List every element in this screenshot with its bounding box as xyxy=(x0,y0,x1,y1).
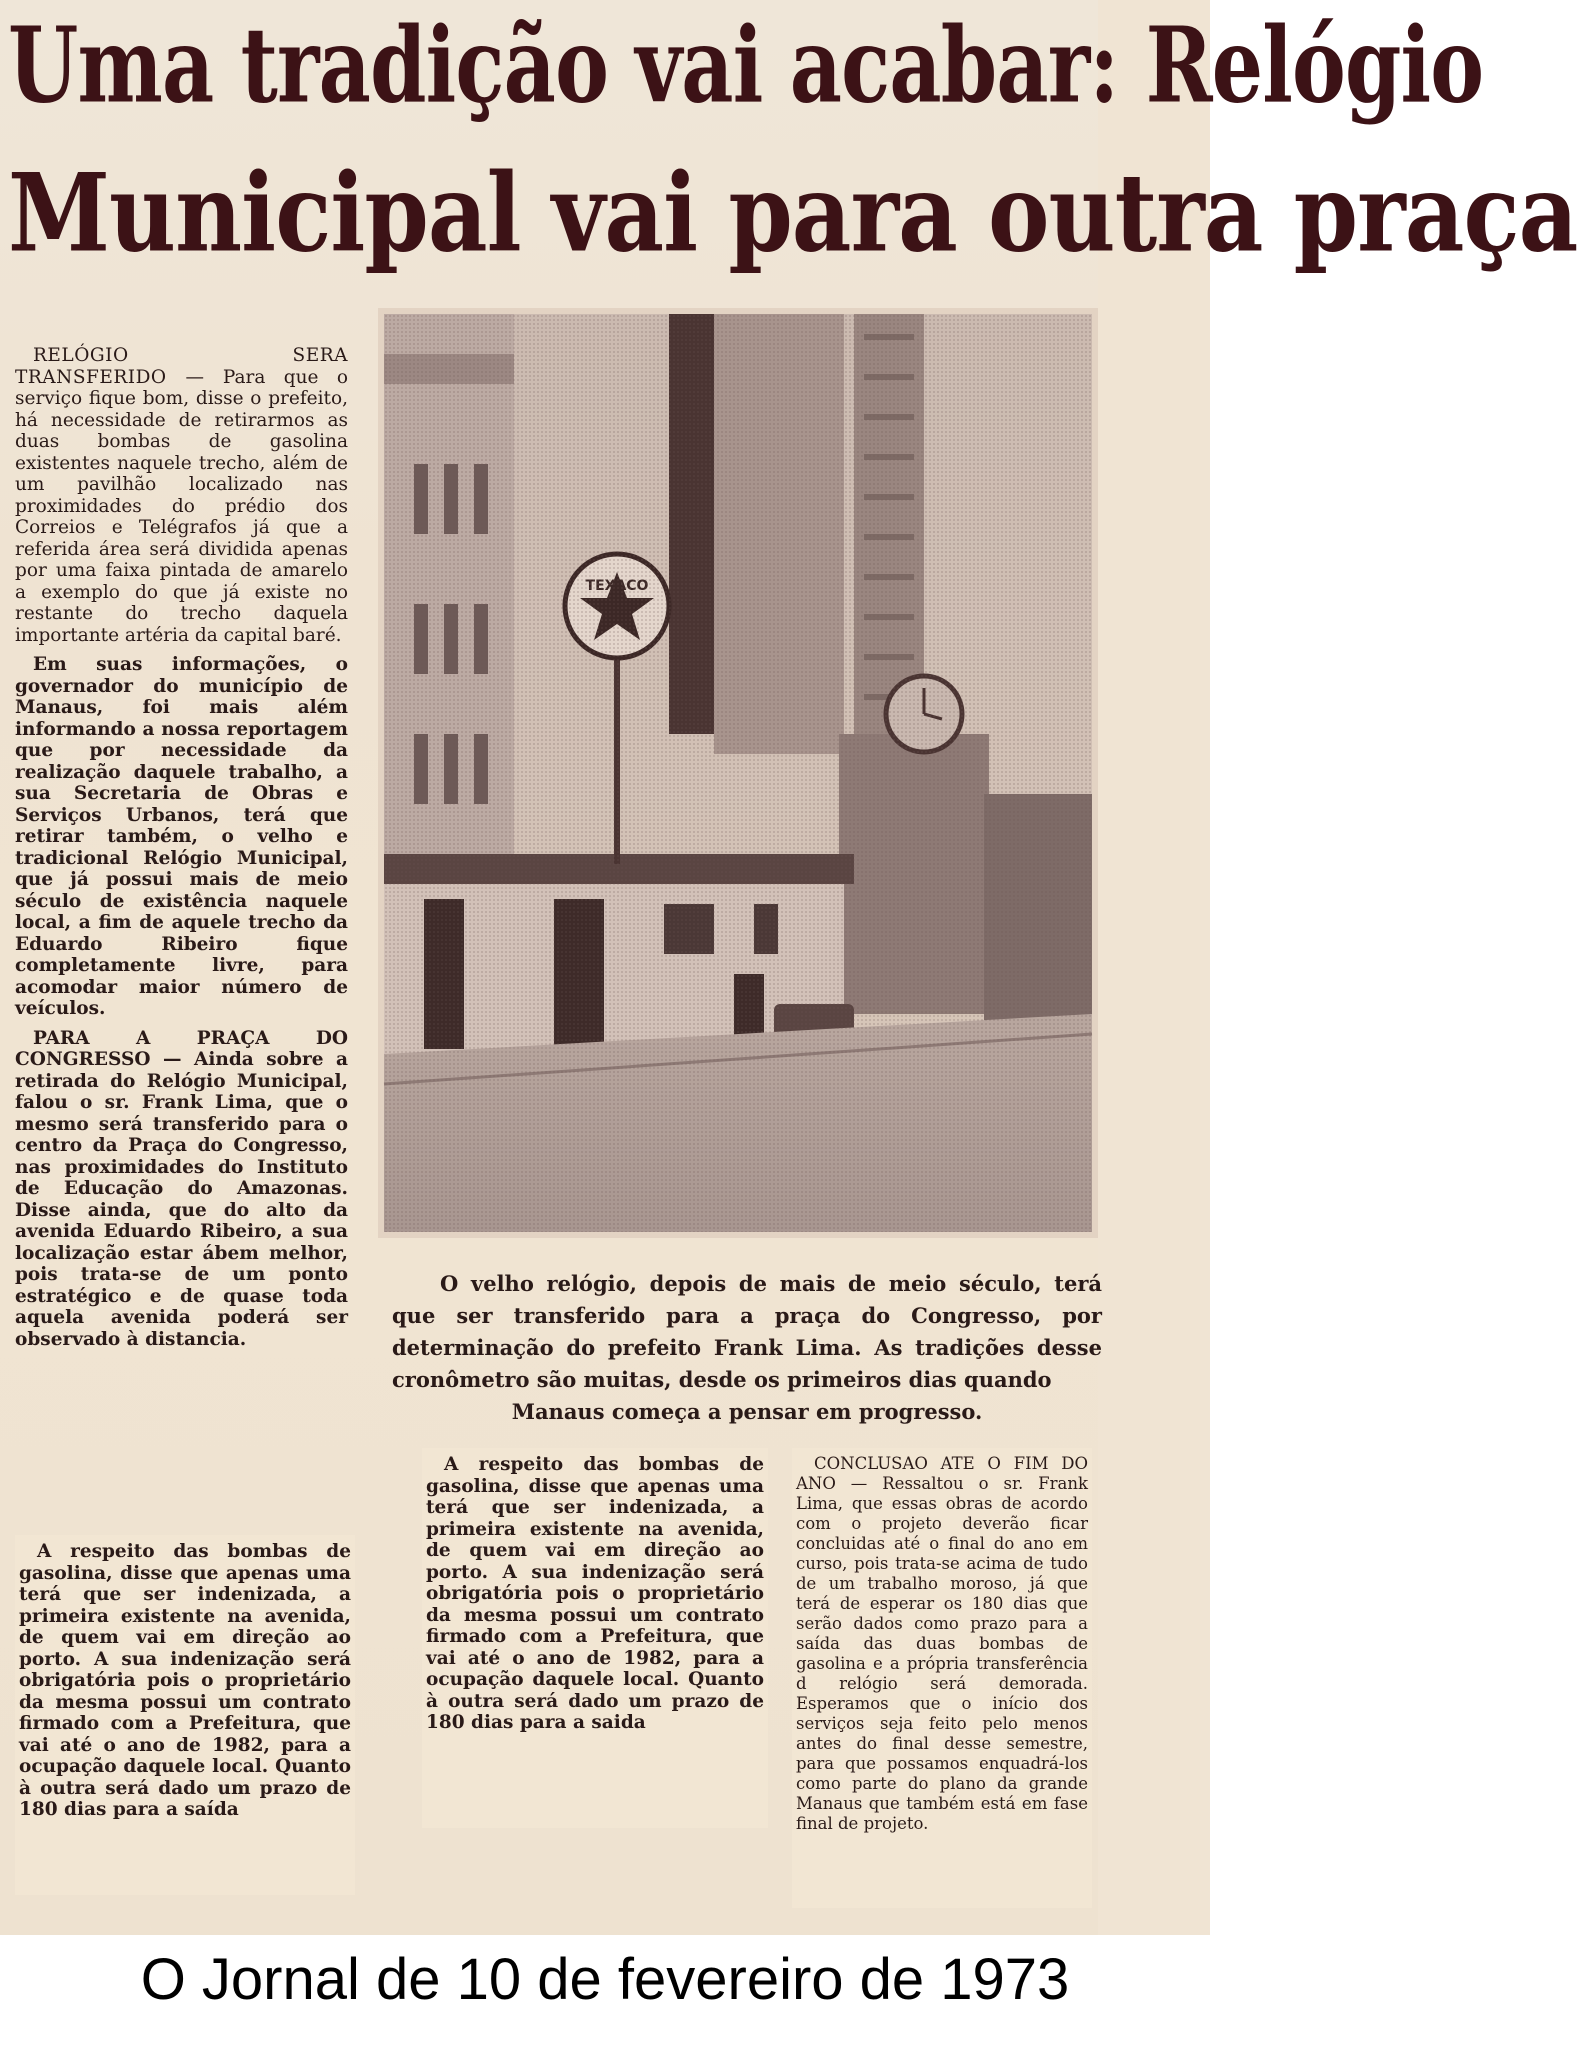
halftone-screen xyxy=(384,314,1092,1232)
paragraph-governador: Em suas informações, o governador do município de Manaus, foi mais além informando a nossa reportagem que por necessidade da realização daquele trabalho, a sua Secretaria de Obras e Serviços Urbanos, terá que retirar também, o velho e tradicional Relógio Municipal, que já possui mais de meio século de existência naquele local, a fim de aquele trecho da Eduardo Ribeiro fique completamente livre, para acomodar maior número de veículos. xyxy=(15,654,348,1019)
article-column-left xyxy=(15,345,348,1515)
paragraph-text: Ressaltou o sr. Frank Lima, que essas obras de acordo com o projeto deverão ficar concluidas até o final do ano em curso, pois trata-se acima de tudo de um trabalho moroso, já que terá de esperar os 180 dias que serão dados como prazo para a saída das duas bombas de gasolina e a própria transferência d relógio será demorada. Esperamos que o início dos serviços seja feito pelo menos antes do final desse semestre, para que possamos enquadrá-los como parte do plano da grande Manaus que também está em fase final de projeto. xyxy=(796,1474,1088,1833)
caption-last-line: Manaus começa a pensar em progresso. xyxy=(511,1399,983,1424)
subhead-relogio-transferido: RELÓGIO SERA TRANSFERIDO — xyxy=(15,345,348,388)
paragraph-bombas-gasolina: A respeito das bombas de gasolina, disse que apenas uma terá que ser indenizada, a primeira existente na avenida, de quem vai em direção ao porto. A sua indenização será obrigatória pois o proprietário da mesma possui um contrato firmado com a Prefeitura, que vai até o ano de 1982, para a ocupação daquele local. Quanto à outra será dado um prazo de 180 dias para a saída xyxy=(19,1541,351,1820)
paragraph-text: Ainda sobre a retirada do Relógio Municipal, falou o sr. Frank Lima, que o mesmo será transferido para o centro da Praça do Congresso, nas proximidades do Instituto de Educação do Amazonas. Disse ainda, que do alto da avenida Eduardo Ribeiro, a sua localização estar ábem melhor, pois trata-se de um ponto estratégico e de quase toda aquela avenida poderá ser observado à distancia. xyxy=(15,1049,348,1350)
news-photo xyxy=(378,308,1098,1238)
paragraph-relogio-transferido xyxy=(15,345,348,646)
headline-line-1: Uma tradição vai acabar: Relógio xyxy=(8,4,1484,127)
paragraph-conclusao xyxy=(796,1454,1088,1834)
article-column-left-bottom xyxy=(15,1535,355,1895)
caption-text: O velho relógio, depois de mais de meio século, terá que ser transferido para a praça do Congresso, por determinação do prefeito Frank Lima. As tradições desse cronômetro são muitas, desde os primeiros dias quando xyxy=(392,1271,1102,1392)
paper-margin xyxy=(1098,0,1210,1935)
headline-line-2: Municipal vai para outra praça xyxy=(8,149,1577,277)
paragraph-bombas-gasolina-duplicate: A respeito das bombas de gasolina, disse que apenas uma terá que ser indenizada, a primeira existente na avenida, de quem vai em direção ao porto. A sua indenização será obrigatória pois o proprietário da mesma possui um contrato firmado com a Prefeitura, que vai até o ano de 1982, para a ocupação daquele local. Quanto à outra será dado um prazo de 180 dias para a saida xyxy=(426,1454,764,1733)
street-photo xyxy=(384,314,1092,1232)
paragraph-text: Para que o serviço fique bom, disse o prefeito, há necessidade de retirarmos as duas bombas de gasolina existentes naquele trecho, além de um pavilhão localizado nas proximidades do prédio dos Correios e Telégrafos já que a referida área será dividida apenas por uma faixa pintada de amarelo a exemplo do que já existe no restante do trecho daquela importante artéria da capital baré. xyxy=(15,366,348,646)
article-column-middle xyxy=(422,1448,768,1828)
article-column-right xyxy=(792,1448,1092,1908)
photo-caption xyxy=(392,1268,1102,1428)
source-caption: O Jornal de 10 de fevereiro de 1973 xyxy=(140,1947,1070,2012)
subhead-conclusao: CONCLUSAO ATE O FIM DO ANO — xyxy=(796,1454,1088,1493)
subhead-praca-congresso: PARA A PRAÇA DO CONGRESSO — xyxy=(15,1027,348,1070)
paragraph-praca-congresso xyxy=(15,1028,348,1351)
